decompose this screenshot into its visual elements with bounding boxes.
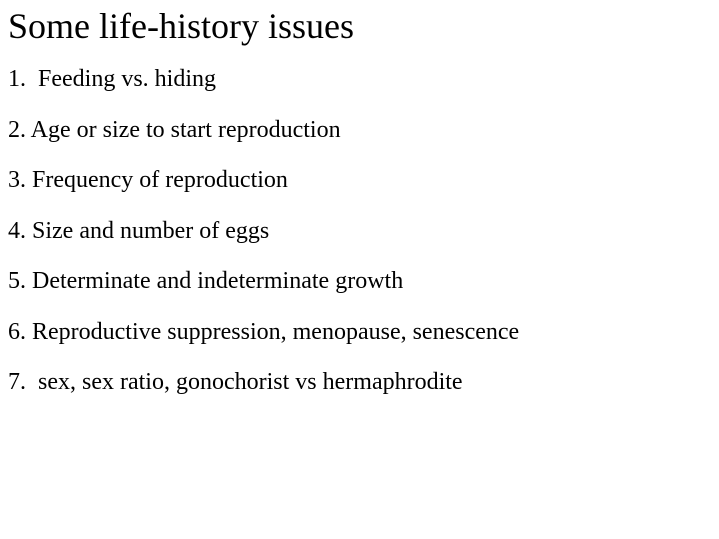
issue-list — [8, 64, 519, 418]
list-item: 6. Reproductive suppression, menopause, senescence — [8, 318, 520, 345]
list-item: 1. Feeding vs. hiding — [8, 66, 216, 92]
list-item: 5. Determinate and indeterminate growth — [8, 268, 404, 294]
list-item: 2. Age or size to start reproduction — [8, 116, 341, 143]
list-item: 3. Frequency of reproduction — [8, 167, 288, 193]
slide-title: Some life-history issues — [8, 6, 354, 46]
list-item: 7. sex, sex ratio, gonochorist vs hermaphrodite — [8, 369, 463, 395]
list-item: 4. Size and number of eggs — [8, 217, 270, 244]
